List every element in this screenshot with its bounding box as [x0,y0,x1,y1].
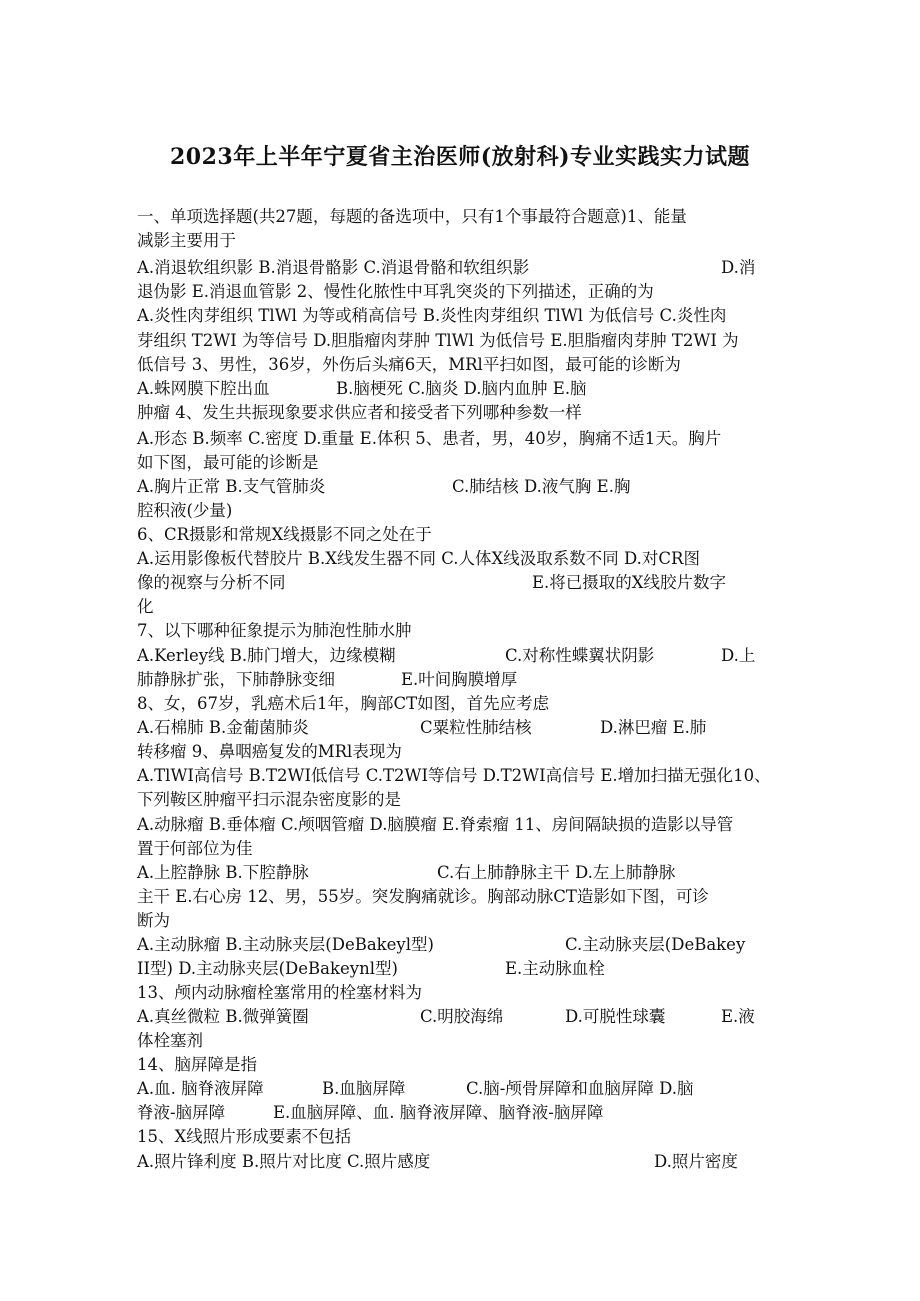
text-line: 15、X线照片形成要素不包括 [137,1127,352,1146]
text-line: A.炎性肉芽组织 TlWl 为等或稍高信号 B.炎性肉芽组织 TlWl 为低信号 C.炎性肉 [137,306,727,325]
text-line: C粟粒性肺结核 [420,718,532,737]
text-line: 6、CR摄影和常规X线摄影不同之处在于 [137,525,432,544]
text-line: 芽组织 T2WI 为等信号 D.胆脂瘤肉芽肿 TlWl 为低信号 E.胆脂瘤肉芽肿 T2WI 为 [137,331,739,350]
text-line: A.主动脉瘤 B.主动脉夹层(DeBakeyl型) [137,935,434,954]
text-line: 肿瘤 4、发生共振现象要求供应者和接受者下列哪种参数一样 [137,403,582,422]
text-line: A.胸片正常 B.支气管肺炎 [137,477,326,496]
text-line: A.石棉肺 B.金葡菌肺炎 [137,718,309,737]
text-line: 下列鞍区肿瘤平扫示混杂密度影的是 [137,790,401,809]
text-line: 脊液-脑屏障 [137,1103,226,1122]
text-line: A.照片锋利度 B.照片对比度 C.照片感度 [137,1152,431,1171]
text-line: 低信号 3、男性，36岁，外伤后头痛6天，MRl平扫如图，最可能的诊断为 [137,355,681,374]
text-line: D.可脱性球囊 [565,1007,666,1026]
text-line: C.主动脉夹层(DeBakey [565,935,746,954]
text-line: E.叶间胸膜增厚 [401,670,518,689]
text-line: A.TlWI高信号 B.T2WI低信号 C.T2WI等信号 D.T2WI高信号 E.增加扫描无强化10、 [137,766,771,785]
text-line: 肺静脉扩张，下肺静脉变细 [137,670,335,689]
text-line: II型) D.主动脉夹层(DeBakeynl型) [137,959,398,978]
text-line: A.血. 脑脊液屏障 [137,1079,264,1098]
text-line: A.Kerley线 B.肺门增大，边缘模糊 [137,646,396,665]
text-line: C.右上肺静脉主干 D.左上肺静脉 [437,863,676,882]
text-line: 置于何部位为佳 [137,839,253,858]
text-line: E.液 [721,1007,755,1026]
text-line: 减影主要用于 [137,231,236,250]
text-line: 如下图，最可能的诊断是 [137,453,319,472]
text-line: A.动脉瘤 B.垂体瘤 C.颅咽管瘤 D.脑膜瘤 E.脊索瘤 11、房间隔缺损的造影以导管 [137,815,734,834]
text-line: D.淋巴瘤 E.肺 [600,718,707,737]
text-line: A.蛛网膜下腔出血 [137,379,270,398]
text-line: 一、单项选择题(共27题，每题的备选项中，只有1个事最符合题意)1、能量 [137,207,687,226]
text-line: 主干 E.右心房 12、男，55岁。突发胸痛就诊。胸部动脉CT造影如下图，可诊 [137,887,709,906]
text-line: 转移瘤 9、鼻咽癌复发的MRl表现为 [137,742,402,761]
text-line: 化 [137,597,154,616]
text-line: 像的视察与分析不同 [137,573,286,592]
text-line: C.脑-颅骨屏障和血脑屏障 D.脑 [466,1079,694,1098]
text-line: 腔积液(少量) [137,501,233,520]
text-line: 退伪影 E.消退血管影 2、慢性化脓性中耳乳突炎的下列描述，正确的为 [137,282,654,301]
text-line: A.消退软组织影 B.消退骨骼影 C.消退骨骼和软组织影 [137,258,530,277]
text-line: 7、以下哪种征象提示为肺泡性肺水肿 [137,621,412,640]
text-line: D.消 [721,258,756,277]
text-line: E.将已摄取的X线胶片数字 [532,573,727,592]
text-line: C.肺结核 D.液气胸 E.胸 [452,477,631,496]
text-line: 8、女，67岁，乳癌术后1年，胸部CT如图，首先应考虑 [137,694,550,713]
text-line: B.脑梗死 C.脑炎 D.脑内血肿 E.脑 [336,379,587,398]
text-line: E.主动脉血栓 [505,959,605,978]
text-line: A.形态 B.频率 C.密度 D.重量 E.体积 5、患者，男，40岁，胸痛不适1天。胸片 [137,429,722,448]
text-line: A.真丝微粒 B.微弹簧圈 [137,1007,309,1026]
text-line: 体栓塞剂 [137,1031,203,1050]
text-line: C.明胶海绵 [420,1007,504,1026]
text-line: 断为 [137,911,170,930]
text-line: 13、颅内动脉瘤栓塞常用的栓塞材料为 [137,983,422,1002]
page-title: 2023年上半年宁夏省主治医师(放射科)专业实践实力试题 [169,144,751,170]
text-line: A.运用影像板代替胶片 B.X线发生器不同 C.人体X线汲取系数不同 D.对CR图 [137,549,700,568]
text-line: 14、脑屏障是指 [137,1055,257,1074]
text-line: B.血脑屏障 [322,1079,406,1098]
text-line: C.对称性蝶翼状阴影 [505,646,655,665]
text-line: D.上 [721,646,756,665]
text-line: A.上腔静脉 B.下腔静脉 [137,863,309,882]
text-line: E.血脑屏障、血. 脑脊液屏障、脑脊液-脑屏障 [273,1103,604,1122]
text-line: D.照片密度 [654,1152,738,1171]
